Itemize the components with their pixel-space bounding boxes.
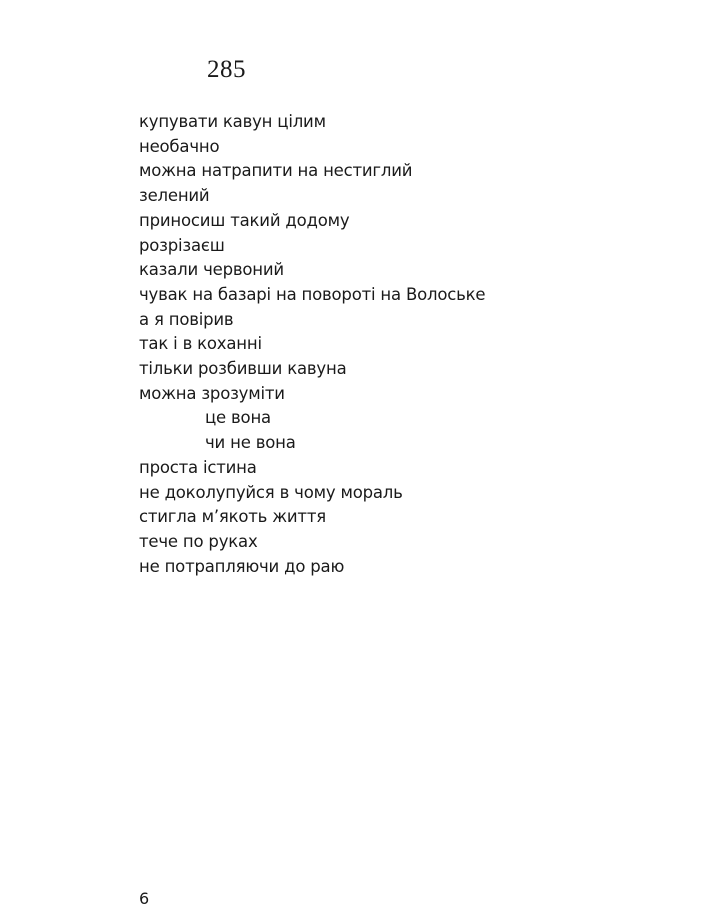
poem-line: можна зрозуміти: [139, 383, 285, 403]
poem-number: 285: [207, 56, 246, 83]
poem-line: необачно: [139, 136, 220, 156]
poem-line: стигла м’якоть життя: [139, 507, 326, 527]
poem-line: зелений: [139, 186, 210, 206]
poem-line: не доколупуйся в чому мораль: [139, 482, 403, 502]
poem-line: проста істина: [139, 457, 257, 477]
poem-line: це вона: [205, 408, 271, 428]
poem-line: не потрапляючи до раю: [139, 556, 345, 576]
poem-line: купувати кавун цілим: [139, 112, 326, 131]
poem-line: тільки розбивши кавуна: [139, 359, 347, 379]
page-number: 6: [139, 889, 150, 908]
poem-body: [139, 110, 485, 579]
poem-line: казали червоний: [139, 260, 284, 280]
poem-line: так і в коханні: [139, 334, 262, 354]
poem-line: тече по руках: [139, 531, 258, 551]
poem-line: можна натрапити на нестиглий: [139, 161, 413, 181]
poem-line: чи не вона: [205, 433, 296, 453]
poem-line: приносиш такий додому: [139, 210, 350, 230]
poem-line: чувак на базарі на повороті на Волоське: [139, 284, 486, 304]
poem-line: а я повірив: [139, 309, 234, 329]
poem-line: розрізаєш: [139, 235, 225, 255]
